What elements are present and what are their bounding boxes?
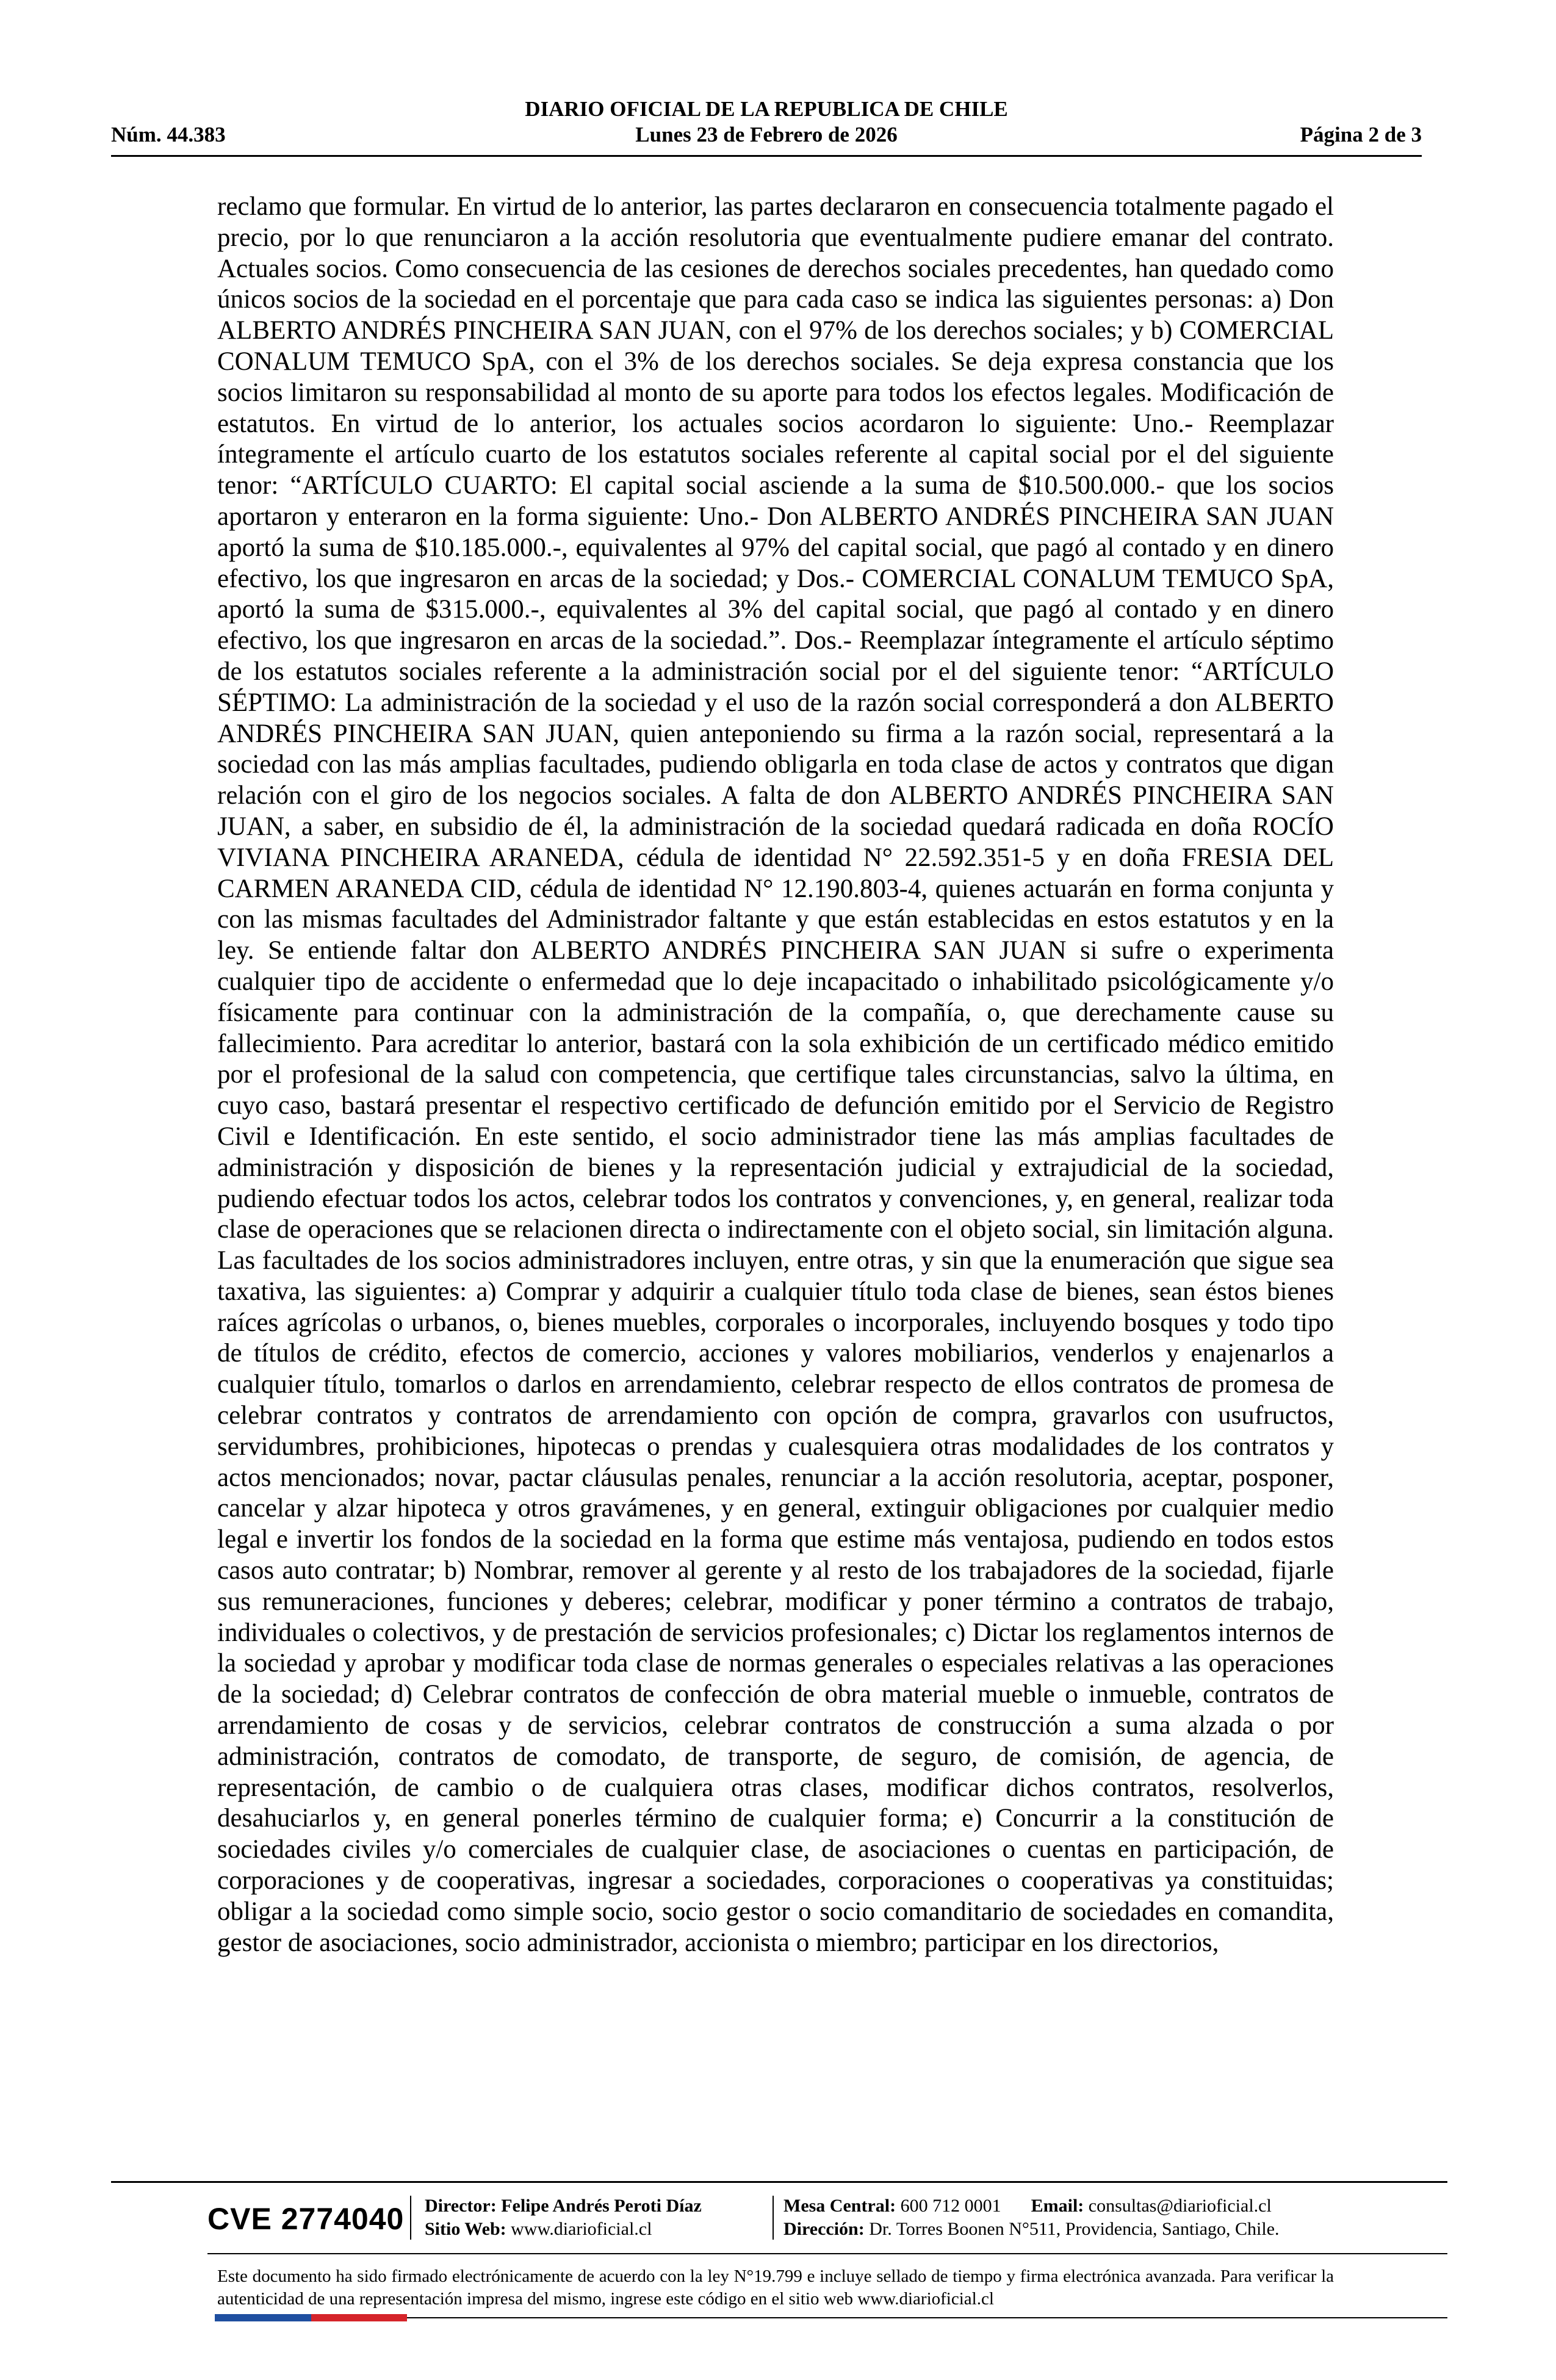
newspaper-title: DIARIO OFICIAL DE LA REPUBLICA DE CHILE [525,97,1008,121]
website-link[interactable]: www.diarioficial.cl [511,2219,652,2239]
footer-divider-top [111,2181,1447,2183]
footer-divider-bottom [207,2253,1447,2254]
issue-date: Lunes 23 de Febrero de 2026 [635,123,898,146]
cve-code: CVE 2774040 [207,2202,405,2236]
document-body: reclamo que formular. En virtud de lo anterior, las partes declararon en consecuencia totalmente pagado el precio, por lo que renunciaron a la acción resolutoria que eventualmente pudiere emanar del contrato. Actuales socios. Como consecuencia de las cesiones de derechos sociales precedentes, han quedado como únicos socios de la sociedad en el porcentaje que para cada caso se indica las siguientes personas: a) Don ALBERTO ANDRÉS PINCHEIRA SAN JUAN, con el 97% de los derechos sociales; y b) COMERCIAL CONALUM TEMUCO SpA, con el 3% de los derechos sociales. Se deja expresa constancia que los socios limitaron su responsabilidad al monto de su aporte para todos los efectos legales. Modificación de estatutos. En virtud de lo anterior, los actuales socios acordaron lo siguiente: Uno.- Reemplazar íntegramente el artículo cuarto de los estatutos sociales referente al capital social por el del siguiente tenor: “ARTÍCULO CUARTO: El capital social asciende a la suma de $10.500.000.- que los socios aportaron y enteraron en la forma siguiente: Uno.- Don ALBERTO ANDRÉS PINCHEIRA SAN JUAN aportó la suma de $10.185.000.-, equivalentes al 97% del capital social, que pagó al contado y en dinero efectivo, los que ingresaron en arcas de la sociedad; y Dos.- COMERCIAL CONALUM TEMUCO SpA, aportó la suma de $315.000.-, equivalentes al 3% del capital social, que pagó al contado y en dinero efectivo, los que ingresaron en arcas de la sociedad.”. Dos.- Reemplazar íntegramente el artículo séptimo de los estatutos sociales referente a la administración social por el del siguiente tenor: “ARTÍCULO SÉPTIMO: La administración de la sociedad y el uso de la razón social corresponderá a don ALBERTO ANDRÉS PINCHEIRA SAN JUAN, quien anteponiendo su firma a la razón social, representará a la sociedad con las más amplias facultades, pudiendo obligarla en toda clase de actos y contratos que digan relación con el giro de los negocios sociales. A falta de don ALBERTO ANDRÉS PINCHEIRA SAN JUAN, a saber, en subsidio de él, la administración de la sociedad quedará radicada en doña ROCÍO VIVIANA PINCHEIRA ARANEDA, cédula de identidad N° 22.592.351-5 y en doña FRESIA DEL CARMEN ARANEDA CID, cédula de identidad N° 12.190.803-4, quienes actuarán en forma conjunta y con las mismas facultades del Administrador faltante y que están establecidas en estos estatutos y en la ley. Se entiende faltar don ALBERTO ANDRÉS PINCHEIRA SAN JUAN si sufre o experimenta cualquier tipo de accidente o enfermedad que lo deje incapacitado o inhabilitado psicológicamente y/o físicamente para continuar con la administración de la compañía, o, que derechamente cause su fallecimiento. Para acreditar lo anterior, bastará con la sola exhibición de un certificado médico emitido por el profesional de la salud con competencia, que certifique tales circunstancias, salvo la última, en cuyo caso, bastará presentar el respectivo certificado de defunción emitido por el Servicio de Registro Civil e Identificación. En este sentido, el socio administrador tiene las más amplias facultades de administración y disposición de bienes y la representación judicial y extrajudicial de la sociedad, pudiendo efectuar todos los actos, celebrar todos los contratos y convenciones, y, en general, realizar toda clase de operaciones que se relacionen directa o indirectamente con el objeto social, sin limitación alguna. Las facultades de los socios administradores incluyen, entre otras, y sin que la enumeración que sigue sea taxativa, las siguientes: a) Comprar y adquirir a cualquier título toda clase de bienes, sean éstos bienes raíces agrícolas o urbanos, o, bienes muebles, corporales o incorporales, incluyendo bosques y todo tipo de títulos de crédito, efectos de comercio, acciones y valores mobiliarios, venderlos y enajenarlos a cualquier título, tomarlos o darlos en arrendamiento, celebrar respecto de ellos contratos de promesa de celebrar contratos y contratos de arrendamiento con opción de compra, gravarlos con usufructos, servidumbres, prohibiciones, hipotecas o prendas y cualesquiera otras modalidades de los contratos y actos mencionados; novar, pactar cláusulas penales, renunciar a la acción resolutoria, aceptar, posponer, cancelar y alzar hipoteca y otros gravámenes, y en general, extinguir obligaciones por cualquier medio legal e invertir los fondos de la sociedad en la forma que estime más ventajosa, pudiendo en todos estos casos auto contratar; b) Nombrar, remover al gerente y al resto de los trabajadores de la sociedad, fijarle sus remuneraciones, funciones y deberes; celebrar, modificar y poner término a contratos de trabajo, individuales o colectivos, y de prestación de servicios profesionales; c) Dictar los reglamentos internos de la sociedad y aprobar y modificar toda clase de normas generales o especiales relativas a las operaciones de la sociedad; d) Celebrar contratos de confección de obra material mueble o inmueble, contratos de arrendamiento de cosas y de servicios, celebrar contratos de construcción a suma alzada o por administración, contratos de comodato, de transporte, de seguro, de comisión, de agencia, de representación, de cambio o de cualquiera otras clases, modificar dichos contratos, resolverlos, desahuciarlos y, en general ponerles término de cualquier forma; e) Concurrir a la constitución de sociedades civiles y/o comerciales de cualquier clase, de asociaciones o cuentas en participación, de corporaciones y de cooperativas, ingresar a sociedades, corporaciones o cooperativas ya constituidas; obligar a la sociedad como simple socio, socio gestor o socio comanditario de sociedades en comandita, gestor de asociaciones, socio administrador, accionista o miembro; participar en los directorios, [217,192,1334,1957]
phone-label: Mesa Central: [783,2196,896,2216]
phone-number: 600 712 0001 [900,2196,1001,2216]
issue-number: Núm. 44.383 [111,123,226,146]
flag-red-segment [311,2314,407,2321]
footer-separator [773,2196,774,2240]
bottom-divider [407,2317,1447,2318]
email-label: Email: [1031,2196,1084,2216]
director-label: Director: [425,2196,497,2216]
footer-director-block [425,2194,702,2241]
chile-flag-stripe [215,2314,407,2321]
website-label: Sitio Web: [425,2219,506,2239]
footer-contact-block [783,2194,1280,2241]
header-divider [111,155,1422,157]
footer-separator [410,2196,411,2240]
address-label: Dirección: [783,2219,865,2239]
address-value: Dr. Torres Boonen N°511, Providencia, Santiago, Chile. [869,2219,1280,2239]
flag-blue-segment [215,2314,311,2321]
electronic-signature-notice: Este documento ha sido firmado electrónicamente de acuerdo con la ley N°19.799 e incluye sellado de tiempo y firma electrónica avanzada. Para verificar la autenticidad de una representación impresa del mismo, ingrese este código en el sitio web www.diarioficial.cl [217,2266,1334,2309]
page-footer [207,2192,1447,2247]
email-link[interactable]: consultas@diarioficial.cl [1088,2196,1272,2216]
director-name: Felipe Andrés Peroti Díaz [501,2196,702,2216]
page-header [111,90,1422,157]
page-indicator: Página 2 de 3 [1300,123,1422,146]
